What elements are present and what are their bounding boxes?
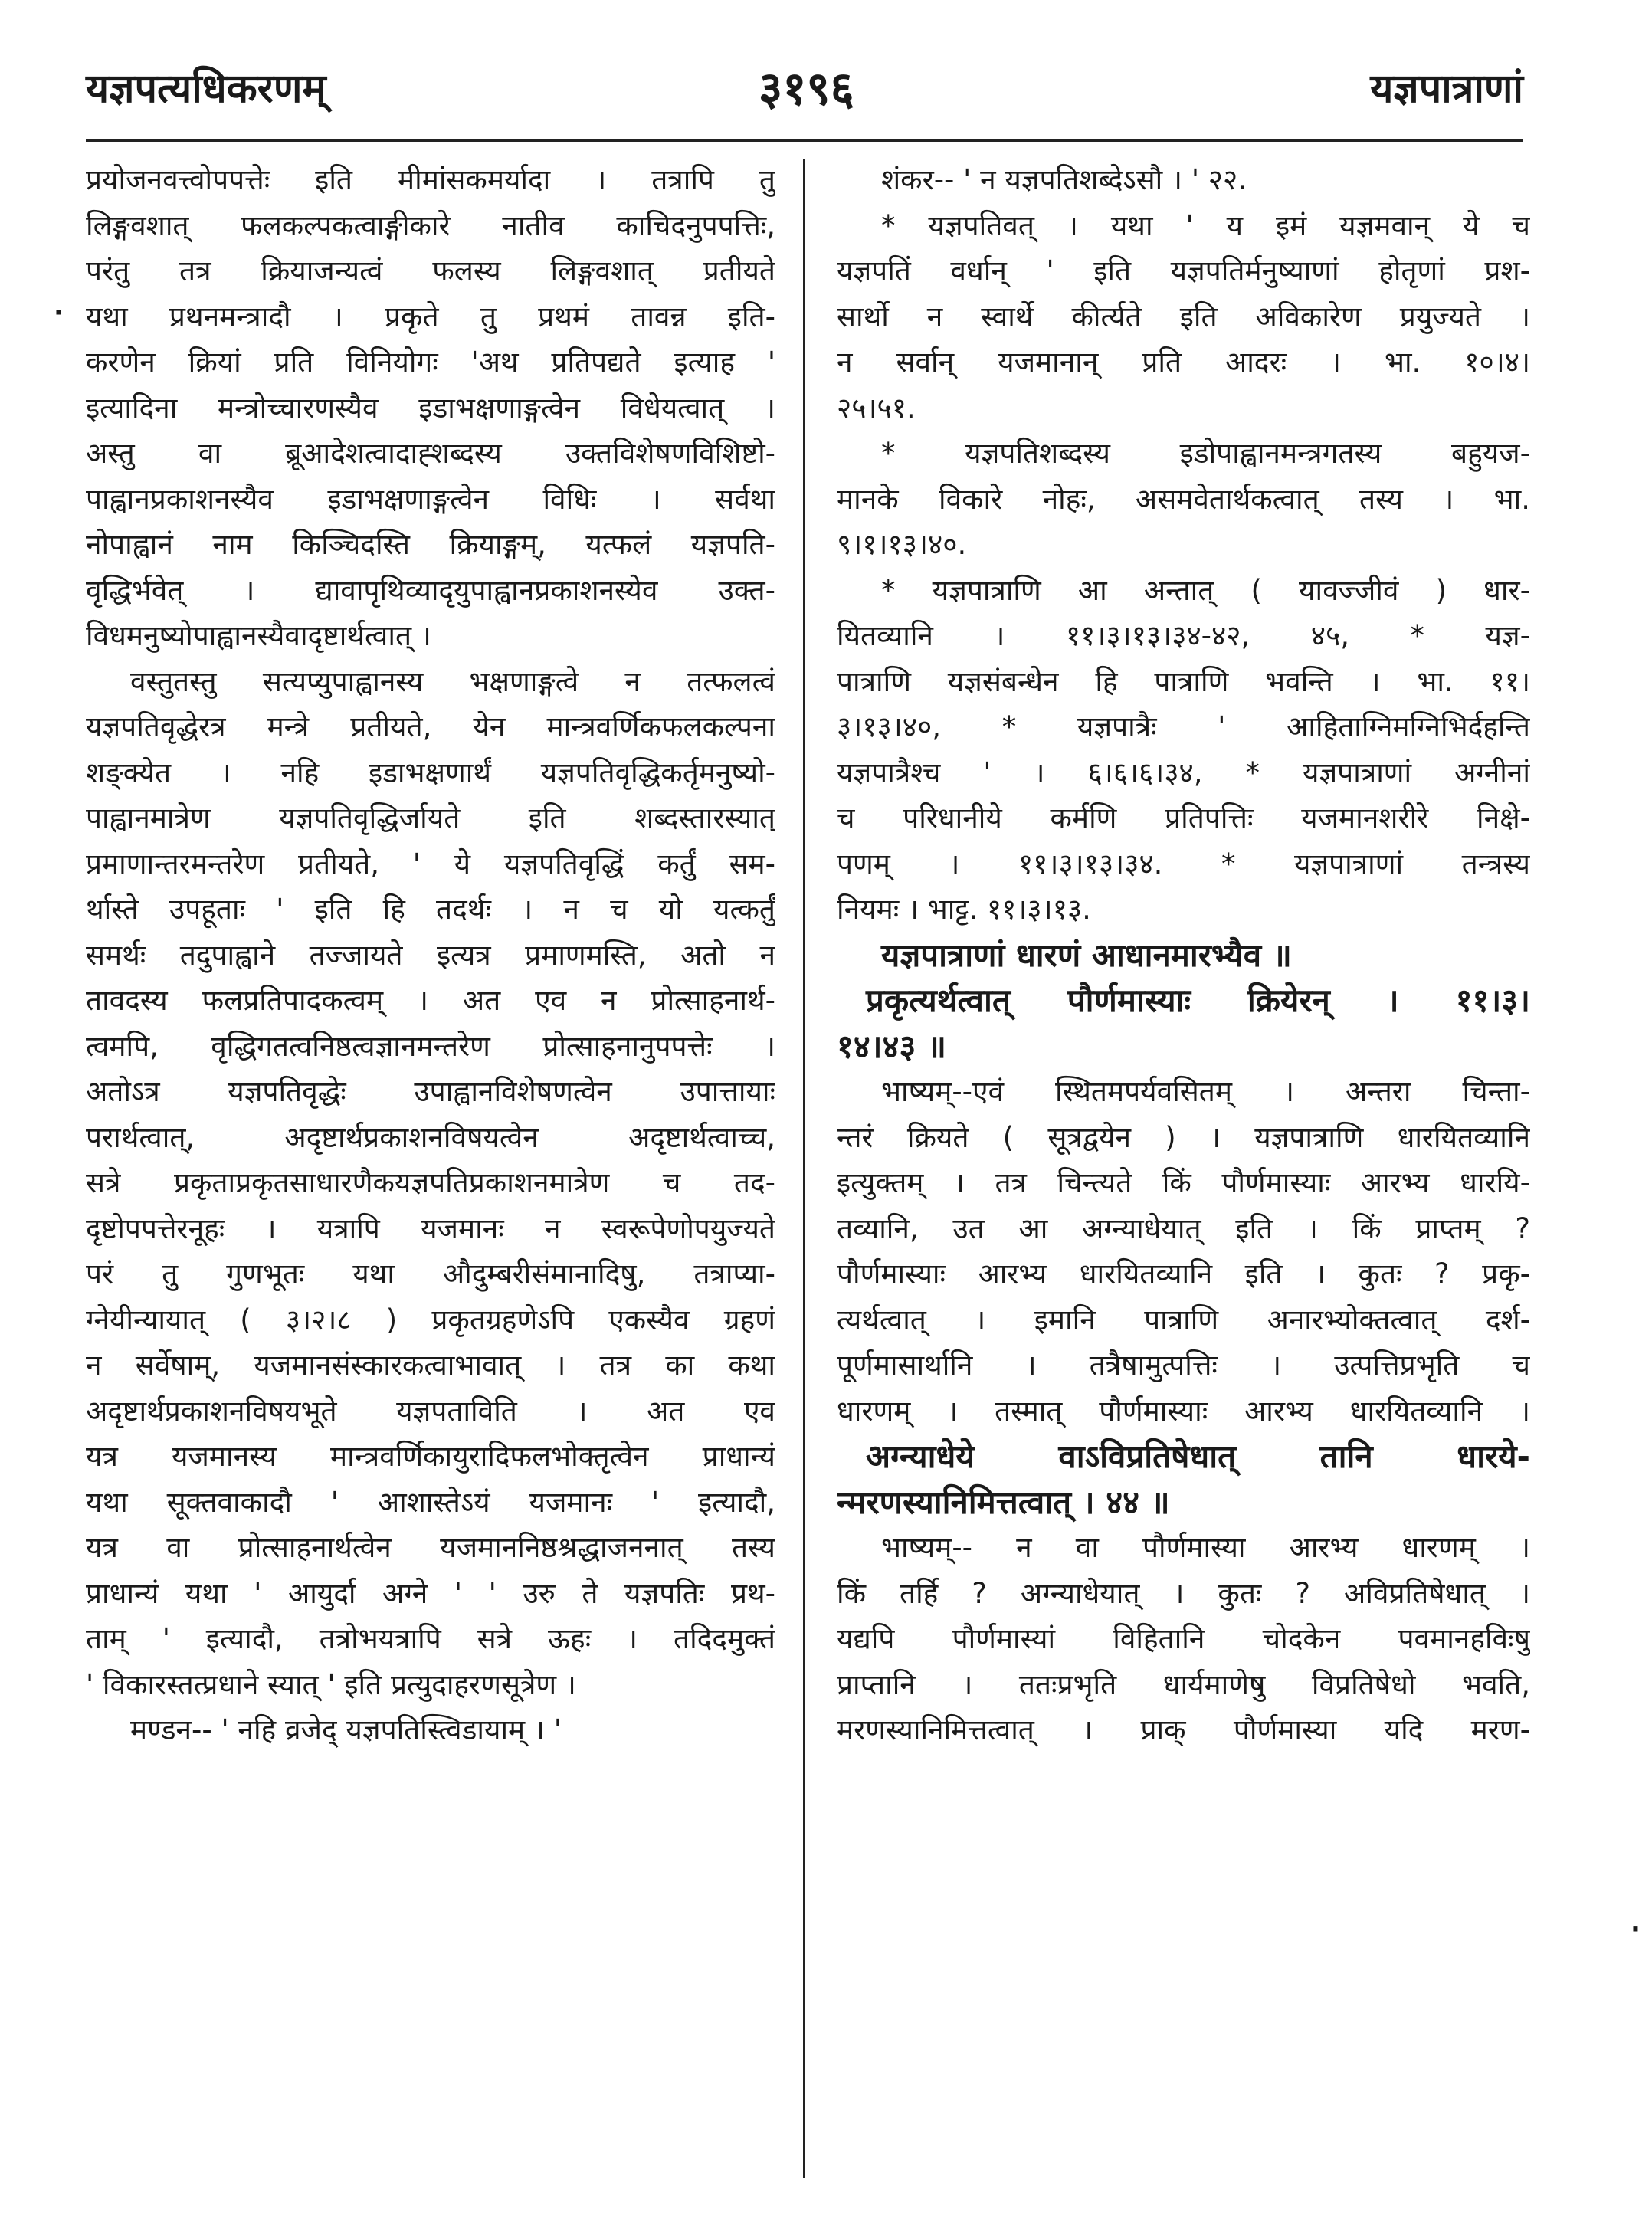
text-line: शंकर-- ' न यज्ञपतिशब्देऽसौ । ' २२.	[881, 163, 1247, 196]
sutra-line: अग्न्याधेये वाऽविप्रतिषेधात् तानि धारये-	[866, 1438, 1530, 1475]
text-line: * यज्ञपतिवत् । यथा ' य इमं यज्ञमवान् ये च	[881, 208, 1530, 242]
text-line: ९।१।१३।४०.	[837, 528, 967, 561]
text-line: यज्ञपात्रैश्च ' । ६।६।६।३४, * यज्ञपात्राणां अग्नीनां	[837, 756, 1530, 789]
text-line: परंतु तत्र क्रियाजन्यत्वं फलस्य लिङ्गवशात् प्रतीयते	[86, 254, 775, 287]
column-divider	[803, 159, 805, 2178]
text-line: वस्तुतस्तु सत्यप्युपाह्वानस्य भक्षणाङ्गत्वे न तत्फलत्वं	[130, 664, 775, 698]
text-line: २५।५१.	[837, 391, 916, 425]
text-line: नोपाह्वानं नाम किञ्चिदस्ति क्रियाङ्गम्, यत्फलं यज्ञपति-	[86, 528, 775, 561]
page-number: ३१९६	[759, 62, 854, 116]
text-line: यथा सूक्तवाकादौ ' आशास्तेऽयं यजमानः ' इत्यादौ,	[86, 1485, 775, 1519]
text-line: पूर्णमासार्थानि । तत्रैषामुत्पत्तिः । उत्पत्तिप्रभृति च	[837, 1349, 1530, 1382]
sutra-line: प्रकृत्यर्थत्वात् पौर्णमास्याः क्रियेरन् । ११।३।	[866, 982, 1530, 1019]
text-line: न सर्वेषाम्, यजमानसंस्कारकत्वाभावात् । तत्र का कथा	[86, 1349, 775, 1382]
text-line: इत्यादिना मन्त्रोच्चारणस्यैव इडाभक्षणाङ्गत्वेन विधेयत्वात् ।	[86, 391, 775, 425]
text-line: विधमनुष्योपाह्वानस्यैवादृष्टार्थत्वात् ।	[86, 619, 431, 652]
section-heading: यज्ञपात्राणां धारणं आधानमारभ्यैव ॥	[881, 936, 1292, 974]
text-line: नियमः । भाट्ट. ११।३।१३.	[837, 893, 1091, 926]
text-line: यत्र वा प्रोत्साहनार्थत्वेन यजमाननिष्ठश्रद्धाजननात् तस्य	[86, 1531, 775, 1564]
text-line: दृष्टोपपत्तेरनूहः । यत्रापि यजमानः न स्वरूपेणोपयुज्यते	[86, 1211, 775, 1245]
text-line: ताम् ' इत्यादौ, तत्रोभयत्रापि सत्रे ऊहः । तदिदमुक्तं	[86, 1622, 775, 1655]
text-line: पाह्वानप्रकाशनस्यैव इडाभक्षणाङ्गत्वेन विधिः । सर्वथा	[86, 482, 775, 516]
left-column	[86, 157, 775, 1753]
text-line: पौर्णमास्याः आरभ्य धारयितव्यानि इति । कुतः ? प्रकृ-	[837, 1257, 1530, 1290]
text-line: प्राधान्यं यथा ' आयुर्दा अग्ने ' ' उरु ते यज्ञपतिः प्रथ-	[86, 1576, 775, 1610]
running-head-left: यज्ञपत्यधिकरणम्	[86, 66, 326, 112]
text-line: पणम् । ११।३।१३।३४. * यज्ञपात्राणां तन्त्रस्य	[837, 847, 1530, 880]
text-line: करणेन क्रियां प्रति विनियोगः 'अथ प्रतिपद्यते इत्याह '	[86, 346, 775, 379]
text-line: र्थास्ते उपहूताः ' इति हि तदर्थः । न च यो यत्कर्तुं	[86, 893, 775, 926]
text-line: प्राप्तानि । ततःप्रभृति धार्यमाणेषु विप्रतिषेधो भवति,	[837, 1667, 1530, 1701]
text-line: यज्ञपतिं वर्धान् ' इति यज्ञपतिर्मनुष्याणां होतृणां प्रश-	[837, 254, 1530, 287]
text-line: * यज्ञपतिशब्दस्य इडोपाह्वानमन्त्रगतस्य बहुयज-	[881, 437, 1530, 470]
sutra-line: न्मरणस्यानिमित्तत्वात् । ४४ ॥	[837, 1483, 1170, 1521]
text-line: मरणस्यानिमित्तत्वात् । प्राक् पौर्णमास्या यदि मरण-	[837, 1713, 1530, 1746]
text-line: पात्राणि यज्ञसंबन्धेन हि पात्राणि भवन्ति । भा. ११।	[837, 664, 1530, 698]
text-line: सार्थो न स्वार्थे कीर्त्यते इति अविकारेण प्रयुज्यते ।	[837, 300, 1530, 333]
text-line: मण्डन-- ' नहि व्रजेद् यज्ञपतिस्त्विडायाम् । '	[130, 1713, 562, 1746]
text-line: त्यर्थत्वात् । इमानि पात्राणि अनारभ्योक्तत्वात् दर्श-	[837, 1303, 1530, 1336]
page-header	[86, 60, 1523, 124]
margin-mark: ·	[1631, 1914, 1641, 1945]
text-line: इत्युक्तम् । तत्र चिन्त्यते किं पौर्णमास्याः आरभ्य धारयि-	[837, 1166, 1530, 1199]
text-line: ३।१३।४०, * यज्ञपात्रैः ' आहिताग्निमग्निभिर्दहन्ति	[837, 710, 1530, 743]
text-line: भाष्यम्--एवं स्थितमपर्यवसितम् । अन्तरा चिन्ता-	[881, 1075, 1530, 1108]
text-line: मानके विकारे नोहः, असमवेतार्थकत्वात् तस्य । भा.	[837, 482, 1530, 516]
text-line: यितव्यानि । ११।३।१३।३४-४२, ४५, * यज्ञ-	[837, 619, 1530, 652]
sutra-line: १४।४३ ॥	[837, 1027, 947, 1065]
right-column	[837, 157, 1530, 1753]
text-line: किं तर्हि ? अग्न्याधेयात् । कुतः ? अविप्रतिषेधात् ।	[837, 1576, 1530, 1610]
text-line: ग्नेयीन्यायात् ( ३।२।८ ) प्रकृतग्रहणेऽपि एकस्यैव ग्रहणं	[86, 1303, 775, 1336]
text-line: त्वमपि, वृद्धिगतत्वनिष्ठत्वज्ञानमन्तरेण प्रोत्साहनानुपपत्तेः ।	[86, 1029, 775, 1063]
text-line: यत्र यजमानस्य मान्त्रवर्णिकायुरादिफलभोक्तृत्वेन प्राधान्यं	[86, 1440, 775, 1473]
text-line: यज्ञपतिवृद्धेरत्र मन्त्रे प्रतीयते, येन मान्त्रवर्णिकफलकल्पना	[86, 710, 775, 743]
text-line: परं तु गुणभूतः यथा औदुम्बरीसंमानादिषु, तत्राप्या-	[86, 1257, 775, 1290]
text-line: भाष्यम्-- न वा पौर्णमास्या आरभ्य धारणम् ।	[881, 1531, 1530, 1564]
text-line: प्रमाणान्तरमन्तरेण प्रतीयते, ' ये यज्ञपतिवृद्धिं कर्तुं सम-	[86, 847, 775, 880]
text-line: न सर्वान् यजमानान् प्रति आदरः । भा. १०।४।	[837, 346, 1530, 379]
text-line: * यज्ञपात्राणि आ अन्तात् ( यावज्जीवं ) धार-	[881, 573, 1530, 607]
text-line: प्रयोजनवत्त्वोपपत्तेः इति मीमांसकमर्यादा । तत्रापि तु	[86, 163, 775, 196]
text-line: शङ्क्येत । नहि इडाभक्षणार्थं यज्ञपतिवृद्धिकर्तृमनुष्यो-	[86, 756, 775, 789]
text-line: लिङ्गवशात् फलकल्पकत्वाङ्गीकारे नातीव काचिदनुपपत्तिः,	[86, 208, 775, 242]
running-head-right: यज्ञपात्राणां	[1370, 66, 1523, 112]
text-line: न्तरं क्रियते ( सूत्रद्वयेन ) । यज्ञपात्राणि धारयितव्यानि	[837, 1120, 1530, 1154]
header-rule	[86, 139, 1523, 142]
text-line: धारणम् । तस्मात् पौर्णमास्याः आरभ्य धारयितव्यानि ।	[837, 1394, 1530, 1428]
text-line: समर्थः तदुपाह्वाने तज्जायते इत्यत्र प्रमाणमस्ति, अतो न	[86, 938, 775, 972]
text-line: ' विकारस्तत्प्रधाने स्यात् ' इति प्रत्युदाहरणसूत्रेण ।	[86, 1667, 576, 1701]
text-line: तव्यानि, उत आ अग्न्याधेयात् इति । किं प्राप्तम् ?	[837, 1211, 1530, 1245]
text-line: पाह्वानमात्रेण यज्ञपतिवृद्धिर्जायते इति शब्दस्तारस्यात्	[86, 802, 775, 834]
text-line: अस्तु वा ब्रूआदेशत्वादाह्शब्दस्य उक्तविशेषणविशिष्टो-	[86, 437, 775, 470]
text-line: च परिधानीये कर्मणि प्रतिपत्तिः यजमानशरीरे निक्षे-	[837, 802, 1530, 834]
text-line: वृद्धिर्भवेत् । द्यावापृथिव्यादृयुपाह्वानप्रकाशनस्येव उक्त-	[86, 573, 775, 607]
text-line: यद्यपि पौर्णमास्यां विहितानि चोदकेन पवमानहविःषु	[837, 1622, 1530, 1655]
text-line: अदृष्टार्थप्रकाशनविषयभूते यज्ञपताविति । अत एव	[86, 1394, 775, 1428]
margin-mark: ·	[54, 297, 64, 328]
text-line: परार्थत्वात्, अदृष्टार्थप्रकाशनविषयत्वेन अदृष्टार्थत्वाच्च,	[86, 1120, 775, 1154]
text-line: अतोऽत्र यज्ञपतिवृद्धेः उपाह्वानविशेषणत्वेन उपात्तायाः	[86, 1075, 775, 1108]
text-line: सत्रे प्रकृताप्रकृतसाधारणैकयज्ञपतिप्रकाशनमात्रेण च तद-	[86, 1166, 775, 1199]
text-line: तावदस्य फलप्रतिपादकत्वम् । अत एव न प्रोत्साहनार्थ-	[86, 984, 775, 1017]
text-line: यथा प्रथनमन्त्रादौ । प्रकृते तु प्रथमं तावन्न इति-	[86, 300, 775, 333]
